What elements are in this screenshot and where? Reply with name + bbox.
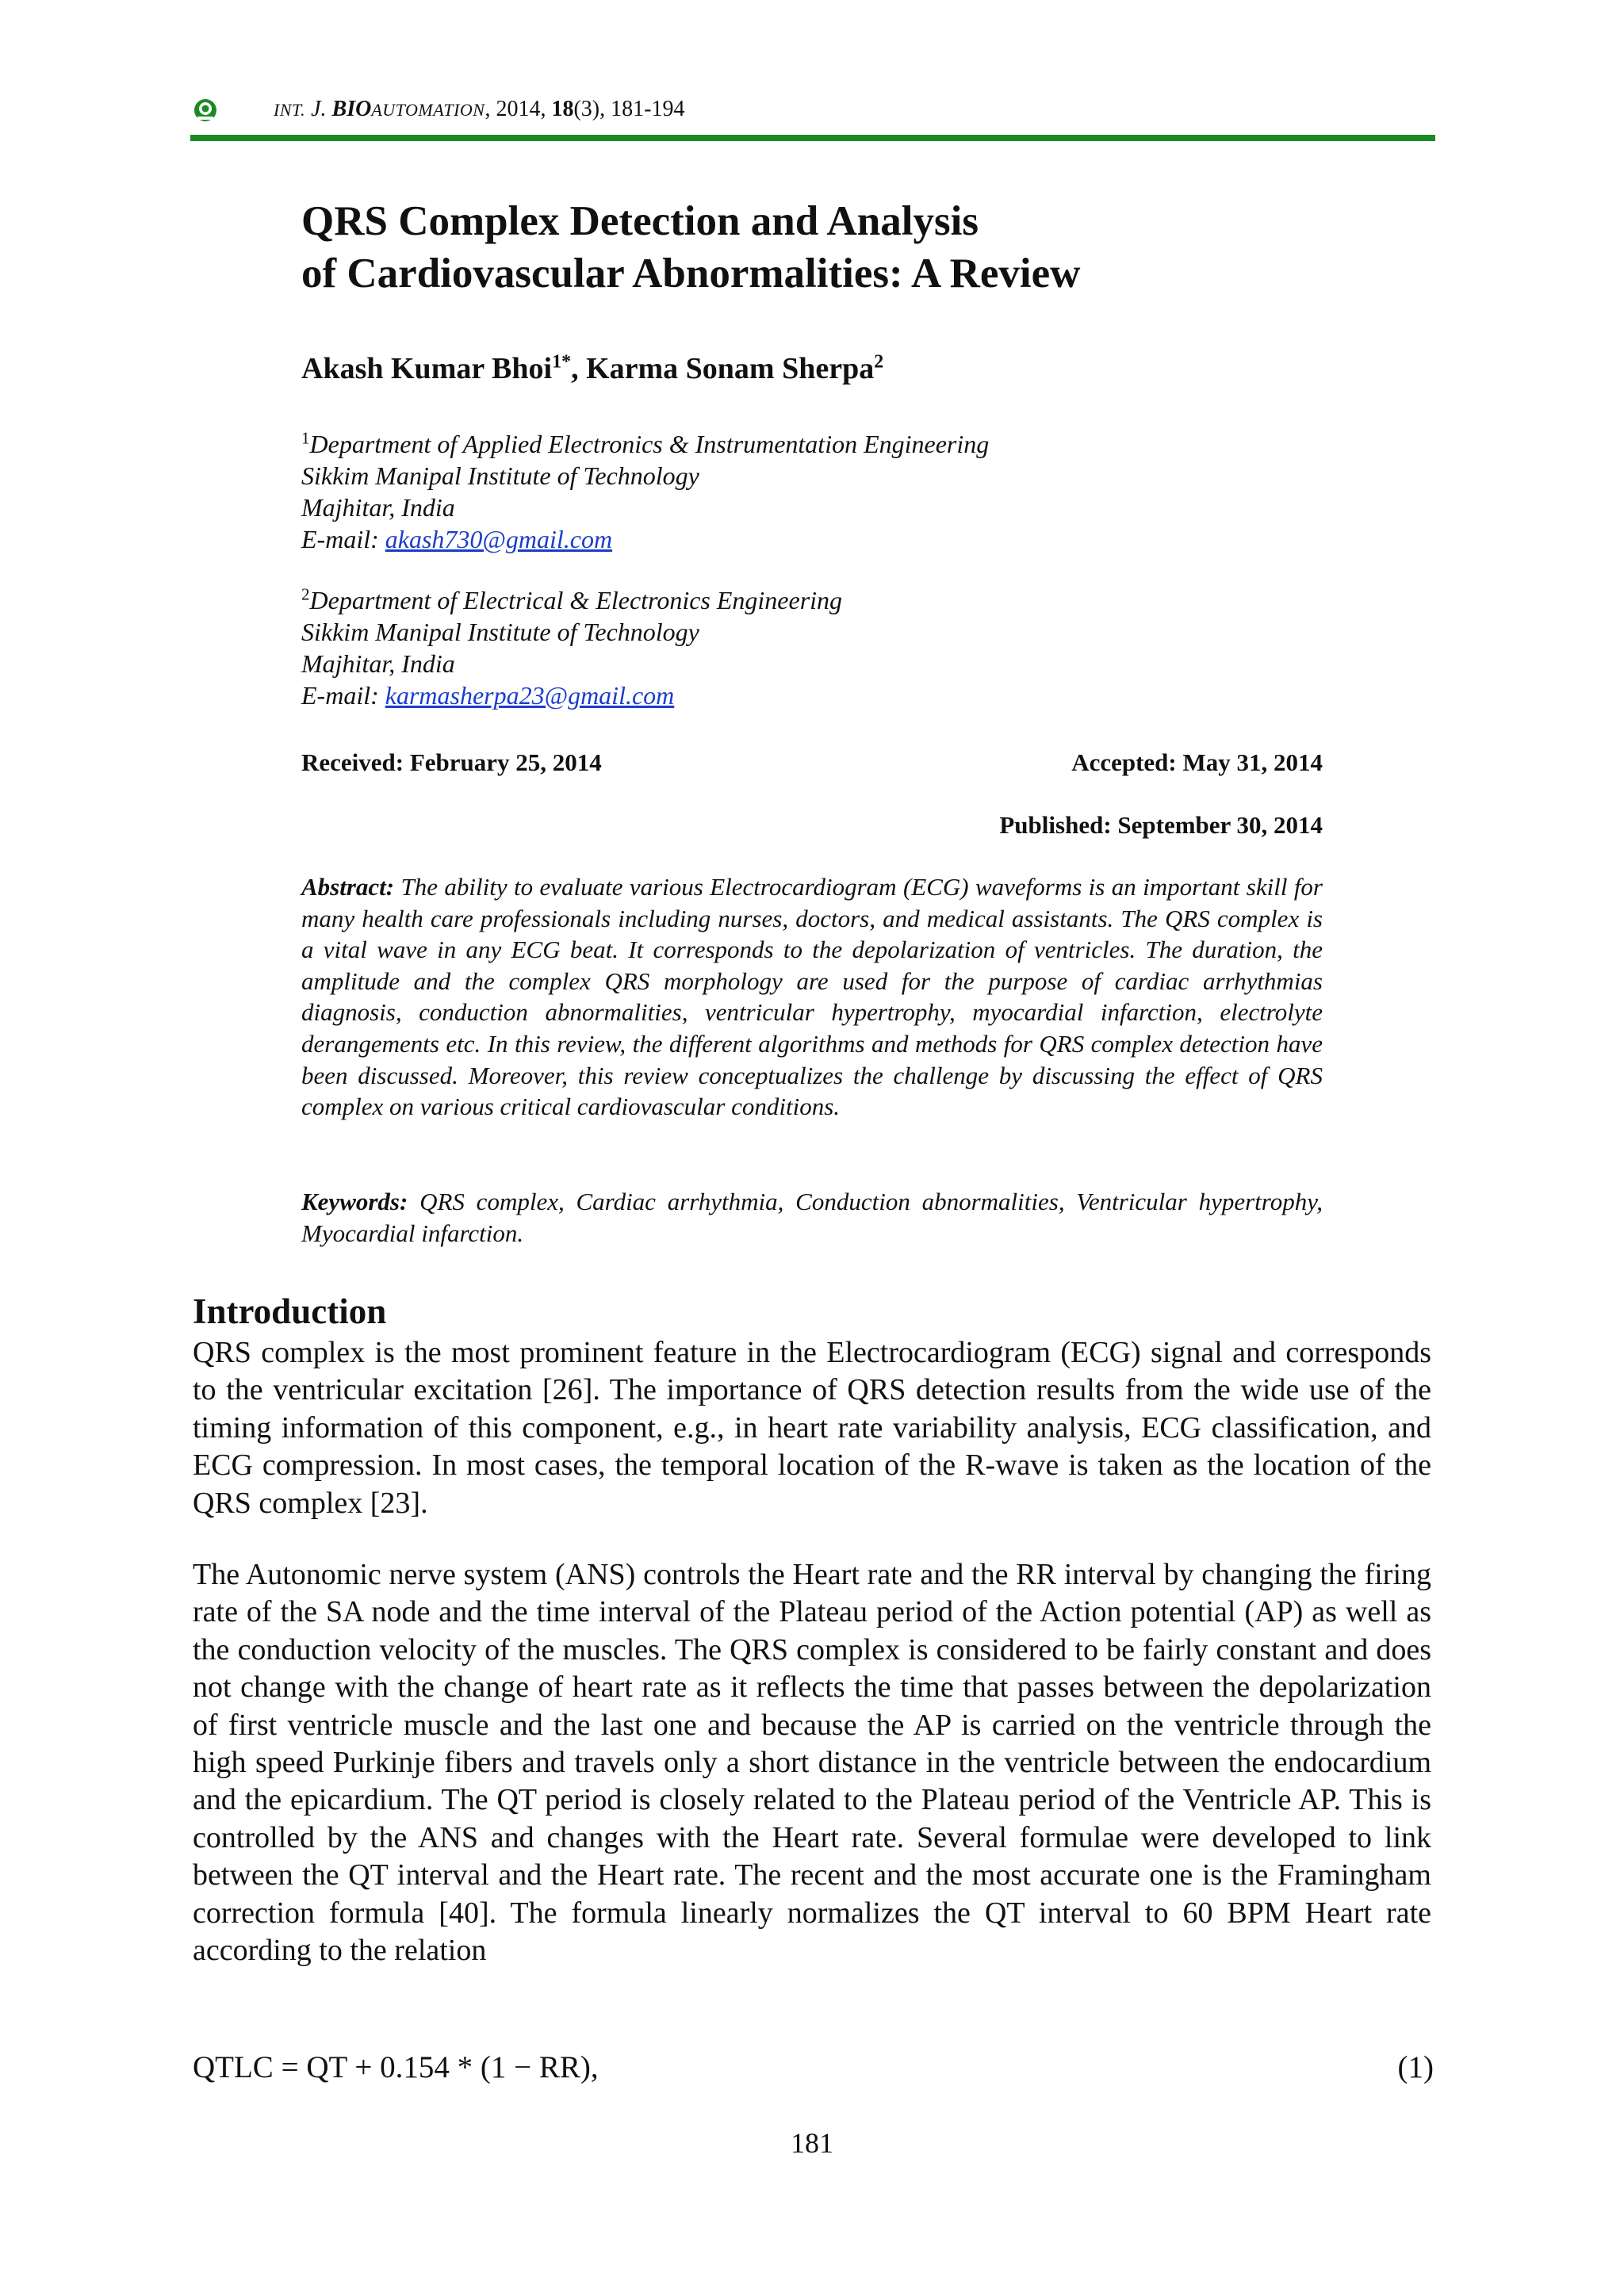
journal-volume: 18 [551,97,574,121]
page-number: 181 [791,2127,833,2159]
keywords [301,1186,1323,1249]
section-heading-introduction: Introduction [193,1292,387,1331]
introduction-paragraph-2: The Autonomic nerve system (ANS) controls the Heart rate and the RR interval by changing the firing rate of the SA node and the time interval of the Plateau period of the Action potential (AP) as well as the conduction velocity of the muscles. The QRS complex is considered to be fairly constant and does not change with the change of heart rate as it reflects the time that passes between the depolarization of first ventricle muscle and the last one and because the AP is carried on the ventricle through the high speed Purkinje fibers and travels only a short distance in the ventricle between the endocardium and the epicardium. The QT period is closely related to the Plateau period of the Ventricle AP. This is controlled by the ANS and changes with the Heart rate. Several formulae were developed to link between the QT interval and the Heart rate. The recent and the most accurate one is the Framingham correction formula [40]. The formula linearly normalizes the QT interval to 60 BPM Heart rate according to the relation [193,1558,1431,1968]
affiliation-2-email-link[interactable]: karmasherpa23@gmail.com [385,681,675,710]
header-rule [190,135,1435,141]
author-1-sup: 1* [552,351,572,373]
keywords-text: QRS complex, Cardiac arrhythmia, Conduction abnormalities, Ventricular hypertrophy, Myocardial infarction. [301,1188,1323,1247]
published-date: Published: September 30, 2014 [999,811,1323,839]
affiliation-1-department: Department of Applied Electronics & Instrumentation Engineering [309,430,990,458]
title-line-1: QRS Complex Detection and Analysis [301,198,979,244]
journal-j: J. [305,97,332,121]
affiliation-1-institute: Sikkim Manipal Institute of Technology [301,461,699,490]
author-separator: , [571,352,587,385]
affiliation-2-institute: Sikkim Manipal Institute of Technology [301,618,699,646]
journal-issue-pages: (3), 181-194 [573,97,685,121]
affiliation-2-location: Majhitar, India [301,649,455,678]
affiliation-1-email-link[interactable]: akash730@gmail.com [385,525,613,553]
author-list [301,351,883,386]
affiliation-2-sup: 2 [301,584,310,604]
abstract-label: Abstract: [301,873,395,901]
author-2-name: Karma Sonam Sherpa [586,352,875,385]
keywords-label: Keywords: [301,1188,408,1215]
affiliation-2 [301,584,1332,711]
abstract-text: The ability to evaluate various Electrocardiogram (ECG) waveforms is an important skill for many health care professionals including nurses, doctors, and medical assistants. The QRS complex is a vital wave in any ECG beat. It corresponds to the depolarization of ventricles. The duration, the amplitude and the complex QRS morphology are used for the purpose of cardiac arrhythmias diagnosis, conduction abnormalities, ventricular hypertrophy, myocardial infarction, electrolyte derangements etc. In this review, the different algorithms and methods for QRS complex detection have been discussed. Moreover, this review conceptualizes the challenge by discussing the effect of QRS complex on various critical cardiovascular conditions. [301,873,1323,1121]
paper-title [301,195,1411,300]
equation-1-number: (1) [1397,2050,1434,2084]
journal-dot: . [301,100,306,120]
affiliation-2-department: Department of Electrical & Electronics Engineering [309,586,843,614]
title-line-2: of Cardiovascular Abnormalities: A Review [301,251,1081,297]
affiliation-1-email-label: E-mail: [301,525,385,553]
introduction-paragraph-1: QRS complex is the most prominent feature in the Electrocardiogram (ECG) signal and corresponds to the ventricular excitation [26]. The importance of QRS detection results from the wide use of the timing information of this component, e.g., in heart rate variability analysis, ECG classification, and ECG compression. In most cases, the temporal location of the R-wave is taken as the location of the QRS complex [23]. [193,1336,1431,1520]
affiliation-2-email-label: E-mail: [301,681,385,710]
affiliation-1-sup: 1 [301,428,310,448]
journal-logo-icon [193,98,218,123]
affiliation-1 [301,428,1332,555]
received-date: Received: February 25, 2014 [301,748,602,776]
journal-int: INT [274,100,301,120]
journal-citation [274,97,684,122]
accepted-date: Accepted: May 31, 2014 [1071,748,1323,776]
author-1-name: Akash Kumar Bhoi [301,352,553,385]
equation-1: QTLC = QT + 0.154 * (1 − RR), [193,2050,599,2084]
abstract [301,871,1323,1123]
journal-bio: BIO [331,97,372,121]
journal-year: , 2014, [485,97,552,121]
journal-automation: AUTOMATION [371,100,485,120]
author-2-sup: 2 [874,351,884,373]
affiliation-1-location: Majhitar, India [301,493,455,522]
